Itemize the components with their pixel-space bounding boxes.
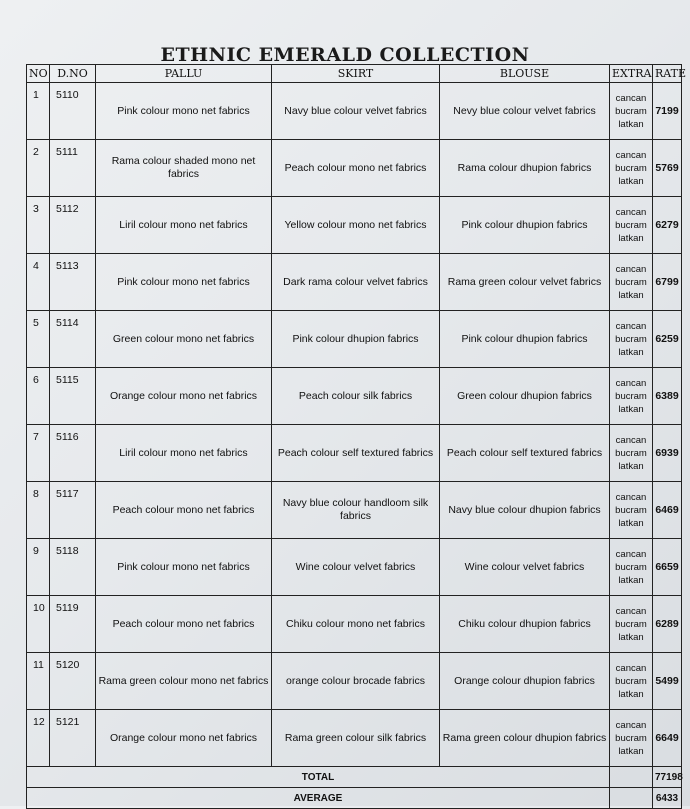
extra-item: bucram	[615, 732, 647, 744]
table-row	[27, 596, 682, 653]
extra-item: bucram	[615, 675, 647, 687]
extra-item: latkan	[618, 745, 644, 757]
skirt-cell: Wine colour velvet fabrics	[272, 539, 440, 596]
total-extra-cell	[610, 767, 653, 788]
extra-cell	[610, 368, 653, 425]
extra-item: cancan	[615, 719, 647, 731]
extra-item: cancan	[615, 491, 647, 503]
pallu-cell: Pink colour mono net fabrics	[96, 254, 272, 311]
extra-item: bucram	[615, 504, 647, 516]
table-row	[27, 254, 682, 311]
extra-cell	[610, 596, 653, 653]
extra-item: latkan	[618, 574, 644, 586]
extra-item: bucram	[615, 276, 647, 288]
extra-cell	[610, 83, 653, 140]
pallu-cell: Liril colour mono net fabrics	[96, 425, 272, 482]
skirt-cell: Peach colour self textured fabrics	[272, 425, 440, 482]
extra-item: cancan	[615, 434, 647, 446]
pallu-cell: Orange colour mono net fabrics	[96, 710, 272, 767]
blouse-cell: Navy blue colour dhupion fabrics	[440, 482, 610, 539]
extra-item: cancan	[615, 206, 647, 218]
row-number: 11	[27, 653, 50, 710]
blouse-cell: Green colour dhupion fabrics	[440, 368, 610, 425]
blouse-cell: Pink colour dhupion fabrics	[440, 197, 610, 254]
extra-item: bucram	[615, 162, 647, 174]
document-title: ETHNIC EMERALD COLLECTION	[160, 44, 530, 66]
total-value: 77198	[653, 767, 682, 788]
rate-cell: 6939	[653, 425, 682, 482]
pallu-cell: Orange colour mono net fabrics	[96, 368, 272, 425]
row-number: 9	[27, 539, 50, 596]
extra-cell	[610, 710, 653, 767]
blouse-cell: Peach colour self textured fabrics	[440, 425, 610, 482]
header-skirt: SKIRT	[272, 65, 440, 83]
rate-cell: 6649	[653, 710, 682, 767]
extra-item: cancan	[615, 263, 647, 275]
design-number: 5116	[50, 425, 96, 482]
design-number: 5112	[50, 197, 96, 254]
skirt-cell: Dark rama colour velvet fabrics	[272, 254, 440, 311]
blouse-cell: Nevy blue colour velvet fabrics	[440, 83, 610, 140]
table-row	[27, 653, 682, 710]
extra-cell	[610, 140, 653, 197]
row-number: 5	[27, 311, 50, 368]
rate-cell: 6659	[653, 539, 682, 596]
table-row	[27, 368, 682, 425]
table-row	[27, 539, 682, 596]
skirt-cell: Navy blue colour velvet fabrics	[272, 83, 440, 140]
design-number: 5115	[50, 368, 96, 425]
skirt-cell: Navy blue colour handloom silk fabrics	[272, 482, 440, 539]
header-rate: RATE	[653, 65, 682, 83]
extra-item: latkan	[618, 517, 644, 529]
extra-item: cancan	[615, 92, 647, 104]
extra-cell	[610, 311, 653, 368]
skirt-cell: Pink colour dhupion fabrics	[272, 311, 440, 368]
blouse-cell: Rama green colour velvet fabrics	[440, 254, 610, 311]
header-dno: D.NO	[50, 65, 96, 83]
extra-item: cancan	[615, 662, 647, 674]
rate-cell: 6279	[653, 197, 682, 254]
extra-item: bucram	[615, 333, 647, 345]
pallu-cell: Pink colour mono net fabrics	[96, 83, 272, 140]
pallu-cell: Rama green colour mono net fabrics	[96, 653, 272, 710]
design-number: 5118	[50, 539, 96, 596]
row-number: 12	[27, 710, 50, 767]
extra-item: latkan	[618, 175, 644, 187]
extra-item: latkan	[618, 232, 644, 244]
extra-item: latkan	[618, 688, 644, 700]
table-body	[27, 83, 682, 767]
extra-item: latkan	[618, 346, 644, 358]
table-row	[27, 197, 682, 254]
table-row	[27, 710, 682, 767]
extra-item: latkan	[618, 403, 644, 415]
rate-cell: 6799	[653, 254, 682, 311]
extra-item: cancan	[615, 149, 647, 161]
extra-item: latkan	[618, 289, 644, 301]
extra-item: bucram	[615, 390, 647, 402]
rate-cell: 7199	[653, 83, 682, 140]
total-label: TOTAL	[27, 767, 610, 788]
row-number: 6	[27, 368, 50, 425]
rate-cell: 6259	[653, 311, 682, 368]
pallu-cell: Liril colour mono net fabrics	[96, 197, 272, 254]
extra-item: bucram	[615, 219, 647, 231]
table-row	[27, 311, 682, 368]
header-extra: EXTRA	[610, 65, 653, 83]
header-blouse: BLOUSE	[440, 65, 610, 83]
extra-cell	[610, 254, 653, 311]
header-row	[27, 65, 682, 83]
blouse-cell: Orange colour dhupion fabrics	[440, 653, 610, 710]
header-no: NO	[27, 65, 50, 83]
extra-item: bucram	[615, 561, 647, 573]
row-number: 7	[27, 425, 50, 482]
skirt-cell: orange colour brocade fabrics	[272, 653, 440, 710]
skirt-cell: Chiku colour mono net fabrics	[272, 596, 440, 653]
extra-cell	[610, 197, 653, 254]
header-pallu: PALLU	[96, 65, 272, 83]
extra-cell	[610, 653, 653, 710]
design-number: 5113	[50, 254, 96, 311]
extra-item: bucram	[615, 105, 647, 117]
table-row	[27, 425, 682, 482]
skirt-cell: Peach colour mono net fabrics	[272, 140, 440, 197]
row-number: 3	[27, 197, 50, 254]
blouse-cell: Wine colour velvet fabrics	[440, 539, 610, 596]
row-number: 4	[27, 254, 50, 311]
rate-cell: 6289	[653, 596, 682, 653]
extra-item: cancan	[615, 320, 647, 332]
design-number: 5117	[50, 482, 96, 539]
design-number: 5120	[50, 653, 96, 710]
design-number: 5121	[50, 710, 96, 767]
rate-cell: 5499	[653, 653, 682, 710]
table-row	[27, 83, 682, 140]
pallu-cell: Peach colour mono net fabrics	[96, 596, 272, 653]
rate-cell: 6469	[653, 482, 682, 539]
blouse-cell: Pink colour dhupion fabrics	[440, 311, 610, 368]
extra-item: latkan	[618, 631, 644, 643]
skirt-cell: Peach colour silk fabrics	[272, 368, 440, 425]
extra-cell	[610, 539, 653, 596]
pallu-cell: Peach colour mono net fabrics	[96, 482, 272, 539]
pallu-cell: Green colour mono net fabrics	[96, 311, 272, 368]
pallu-cell: Rama colour shaded mono net fabrics	[96, 140, 272, 197]
skirt-cell: Rama green colour silk fabrics	[272, 710, 440, 767]
extra-item: cancan	[615, 377, 647, 389]
extra-item: bucram	[615, 447, 647, 459]
row-number: 8	[27, 482, 50, 539]
row-number: 1	[27, 83, 50, 140]
total-row	[27, 767, 682, 788]
extra-item: cancan	[615, 605, 647, 617]
table-row	[27, 140, 682, 197]
row-number: 2	[27, 140, 50, 197]
blouse-cell: Chiku colour dhupion fabrics	[440, 596, 610, 653]
blouse-cell: Rama green colour dhupion fabrics	[440, 710, 610, 767]
blouse-cell: Rama colour dhupion fabrics	[440, 140, 610, 197]
extra-item: latkan	[618, 460, 644, 472]
table-row	[27, 482, 682, 539]
extra-item: latkan	[618, 118, 644, 130]
average-value: 6433	[653, 788, 682, 809]
average-extra-cell	[610, 788, 653, 809]
extra-cell	[610, 482, 653, 539]
design-number: 5119	[50, 596, 96, 653]
extra-item: cancan	[615, 548, 647, 560]
average-row	[27, 788, 682, 809]
rate-cell: 5769	[653, 140, 682, 197]
design-number: 5114	[50, 311, 96, 368]
pallu-cell: Pink colour mono net fabrics	[96, 539, 272, 596]
rate-cell: 6389	[653, 368, 682, 425]
extra-cell	[610, 425, 653, 482]
design-number: 5111	[50, 140, 96, 197]
skirt-cell: Yellow colour mono net fabrics	[272, 197, 440, 254]
design-number: 5110	[50, 83, 96, 140]
average-label: AVERAGE	[27, 788, 610, 809]
row-number: 10	[27, 596, 50, 653]
extra-item: bucram	[615, 618, 647, 630]
collection-table	[26, 64, 686, 809]
